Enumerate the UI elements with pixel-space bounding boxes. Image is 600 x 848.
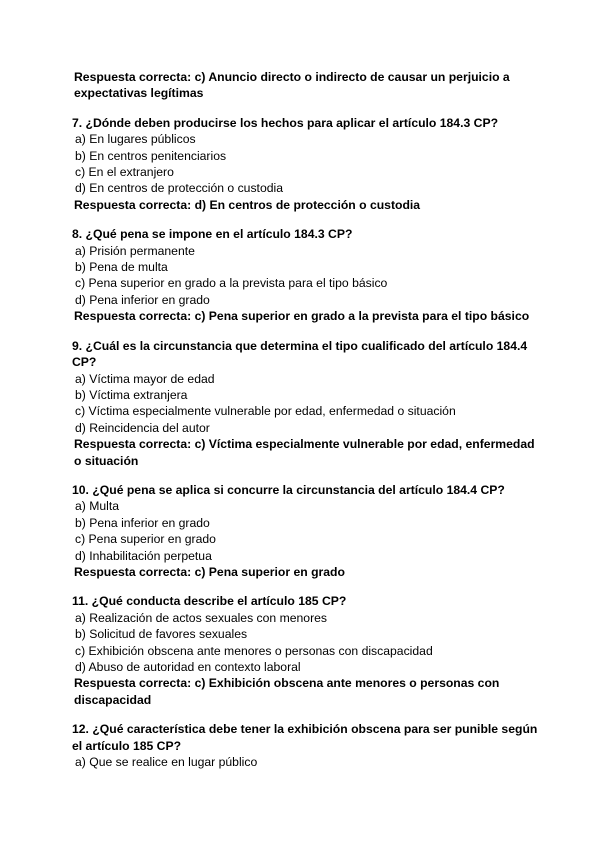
question-text: 10. ¿Qué pena se aplica si concurre la circunstancia del artículo 184.4 CP? — [72, 482, 505, 497]
option-a: a) Prisión permanente — [75, 243, 195, 258]
option-c: c) Pena superior en grado — [75, 532, 216, 547]
question-block — [72, 593, 542, 708]
question-block — [72, 721, 542, 770]
option-d: d) Pena inferior en grado — [75, 292, 210, 307]
question-block — [72, 338, 542, 469]
option-c: c) Exhibición obscena ante menores o personas con discapacidad — [75, 643, 433, 658]
question-text: 11. ¿Qué conducta describe el artículo 185 CP? — [72, 594, 347, 609]
option-a: a) Realización de actos sexuales con menores — [75, 610, 328, 625]
option-b: b) Víctima extranjera — [75, 387, 188, 402]
option-d: d) Abuso de autoridad en contexto laboral — [75, 660, 301, 674]
question-block — [72, 115, 542, 213]
correct-answer: Respuesta correcta: c) Pena superior en grado — [74, 564, 345, 579]
question-block — [72, 226, 542, 324]
question-text: 7. ¿Dónde deben producirse los hechos para aplicar el artículo 184.3 CP? — [72, 115, 499, 130]
option-b: b) Pena inferior en grado — [75, 515, 210, 530]
question-text: 9. ¿Cuál es la circunstancia que determina el tipo cualificado del artículo 184.4 CP? — [72, 338, 528, 370]
option-c: c) Víctima especialmente vulnerable por edad, enfermedad o situación — [75, 404, 456, 419]
option-a: a) En lugares públicos — [75, 132, 196, 147]
document-content — [72, 69, 542, 770]
correct-answer: Respuesta correcta: c) Exhibición obscena ante menores o personas con discapacidad — [74, 676, 500, 707]
option-a: a) Víctima mayor de edad — [75, 371, 215, 386]
correct-answer: Respuesta correcta: d) En centros de protección o custodia — [74, 197, 421, 212]
correct-answer: Respuesta correcta: c) Pena superior en grado a la prevista para el tipo básico — [74, 309, 530, 324]
option-b: b) En centros penitenciarios — [75, 148, 227, 163]
option-d: d) Reincidencia del autor — [75, 420, 210, 435]
option-c: c) Pena superior en grado a la prevista para el tipo básico — [75, 276, 388, 291]
option-c: c) En el extranjero — [75, 165, 174, 180]
question-text: 12. ¿Qué característica debe tener la exhibición obscena para ser punible según el artículo 185 CP? — [72, 722, 538, 753]
answer-intro: Respuesta correcta: c) Anuncio directo o indirecto de causar un perjuicio a expectativas legítimas — [74, 70, 510, 101]
question-text: 8. ¿Qué pena se impone en el artículo 184.3 CP? — [72, 227, 353, 242]
correct-answer: Respuesta correcta: c) Víctima especialmente vulnerable por edad, enfermedad o situación — [74, 437, 535, 468]
option-a: a) Que se realice en lugar público — [75, 755, 258, 770]
option-b: b) Pena de multa — [75, 260, 168, 275]
option-d: d) Inhabilitación perpetua — [75, 548, 212, 563]
option-d: d) En centros de protección o custodia — [75, 181, 283, 196]
option-b: b) Solicitud de favores sexuales — [75, 627, 248, 642]
option-a: a) Multa — [75, 499, 120, 514]
question-block — [72, 482, 542, 580]
